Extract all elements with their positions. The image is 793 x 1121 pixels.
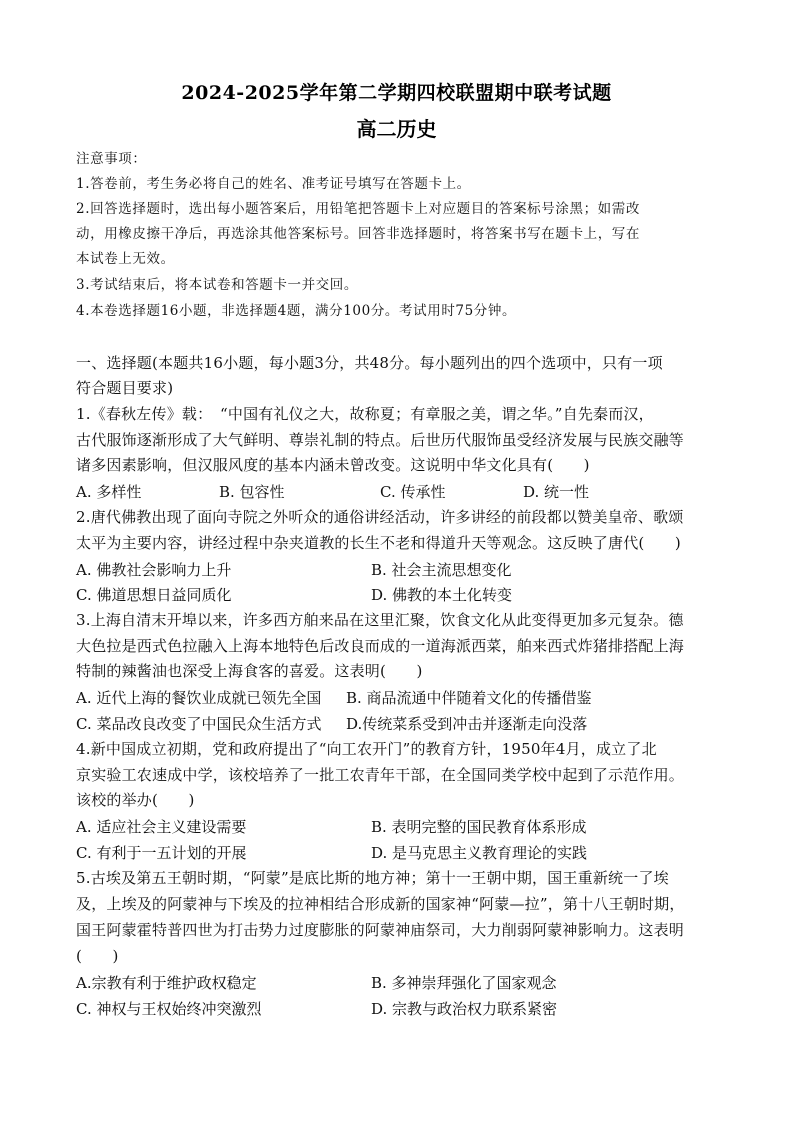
question-text: 太平为主要内容，讲经过程中杂夹道教的长生不老和得道升天等观念。这反映了唐代( ) [76,534,681,552]
option-a: A.宗教有利于维护政权稳定 [76,974,257,992]
option-b: B. 商品流通中伴随着文化的传播借鉴 [346,689,592,707]
question-text: 及，上埃及的阿蒙神与下埃及的拉神相结合形成新的国家神“阿蒙—拉”，第十八王朝时期， [76,895,685,913]
option-c: C. 有利于一五计划的开展 [76,844,247,862]
option-d: D. 统一性 [523,483,590,501]
question-text: 3.上海自清末开埠以来，许多西方舶来品在这里汇聚，饮食文化从此变得更加多元复杂。德 [76,611,684,629]
option-d: D. 是马克思主义教育理论的实践 [371,844,588,862]
option-a: A. 适应社会主义建设需要 [76,818,247,836]
option-c: C. 传承性 [380,483,446,501]
question-text: ( ) [76,947,119,965]
exam-title: 2024-2025学年第二学期四校联盟期中联考试题 [181,82,612,104]
question-text: 大色拉是西式色拉融入上海本地特色后改良而成的一道海派西菜，舶来西式炸猪排搭配上海 [76,637,685,655]
question-text: 特制的辣酱油也深受上海食客的喜爱。这表明( ) [76,662,423,680]
notes-line: 1.答卷前，考生务必将自己的姓名、准考证号填写在答题卡上。 [76,176,471,192]
notes-line: 3.考试结束后，将本试卷和答题卡一并交回。 [76,277,358,293]
notes-line: 4.本卷选择题16小题，非选择题4题，满分100分。考试用时75分钟。 [76,303,517,319]
exam-subject: 高二历史 [356,117,437,141]
option-a: A. 近代上海的餐饮业成就已领先全国 [76,689,322,707]
question-text: 该校的举办( ) [76,791,195,809]
question-text: 2.唐代佛教出现了面向寺院之外听众的通俗讲经活动，许多讲经的前段都以赞美皇帝、歌颂 [76,508,684,526]
option-b: B. 表明完整的国民教育体系形成 [371,818,587,836]
option-d: D.传统菜系受到冲击并逐渐走向没落 [346,715,588,733]
option-c: C. 菜品改良改变了中国民众生活方式 [76,715,322,733]
question-text: 5.古埃及第五王朝时期，“阿蒙”是底比斯的地方神；第十一王朝中期，国王重新统一了埃 [76,869,669,887]
question-text: 国王阿蒙霍特普四世为打击势力过度膨胀的阿蒙神庙祭司，大力削弱阿蒙神影响力。这表明 [76,921,685,939]
option-d: D. 佛教的本土化转变 [371,586,513,604]
option-a: A. 佛教社会影响力上升 [76,561,232,579]
notes-heading: 注意事项： [76,151,147,167]
option-a: A. 多样性 [76,483,142,501]
section-heading-line: 一、选择题(本题共16小题，每小题3分，共48分。每小题列出的四个选项中，只有一项 [76,354,663,372]
notes-line: 2.回答选择题时，选出每小题答案后，用铅笔把答题卡上对应题目的答案标号涂黑；如需改 [76,201,640,217]
option-b: B. 社会主流思想变化 [371,561,512,579]
question-text: 古代服饰逐渐形成了大气鲜明、尊崇礼制的特点。后世历代服饰虽受经济发展与民族交融等 [76,431,685,449]
question-text: 诸多因素影响，但汉服风度的基本内涵未曾改变。这说明中华文化具有( ) [76,456,590,474]
question-text: 京实验工农速成中学，该校培养了一批工农青年干部，在全国同类学校中起到了示范作用。 [76,766,685,784]
option-d: D. 宗教与政治权力联系紧密 [371,1000,558,1018]
notes-line: 动，用橡皮擦干净后，再选涂其他答案标号。回答非选择题时，将答案书写在题卡上，写在 [76,226,640,242]
option-b: B. 包容性 [219,483,285,501]
question-text: 1.《春秋左传》载： “中国有礼仪之大，故称夏；有章服之美，谓之华。”自先秦而汉， [76,405,654,423]
question-text: 4.新中国成立初期，党和政府提出了“向工农开门”的教育方针，1950年4月，成立了北 [76,740,657,758]
section-heading-line: 符合题目要求) [76,379,174,397]
option-c: C. 佛道思想日益同质化 [76,586,232,604]
option-b: B. 多神崇拜强化了国家观念 [371,974,557,992]
notes-line: 本试卷上无效。 [76,251,175,267]
option-c: C. 神权与王权始终冲突激烈 [76,1000,262,1018]
